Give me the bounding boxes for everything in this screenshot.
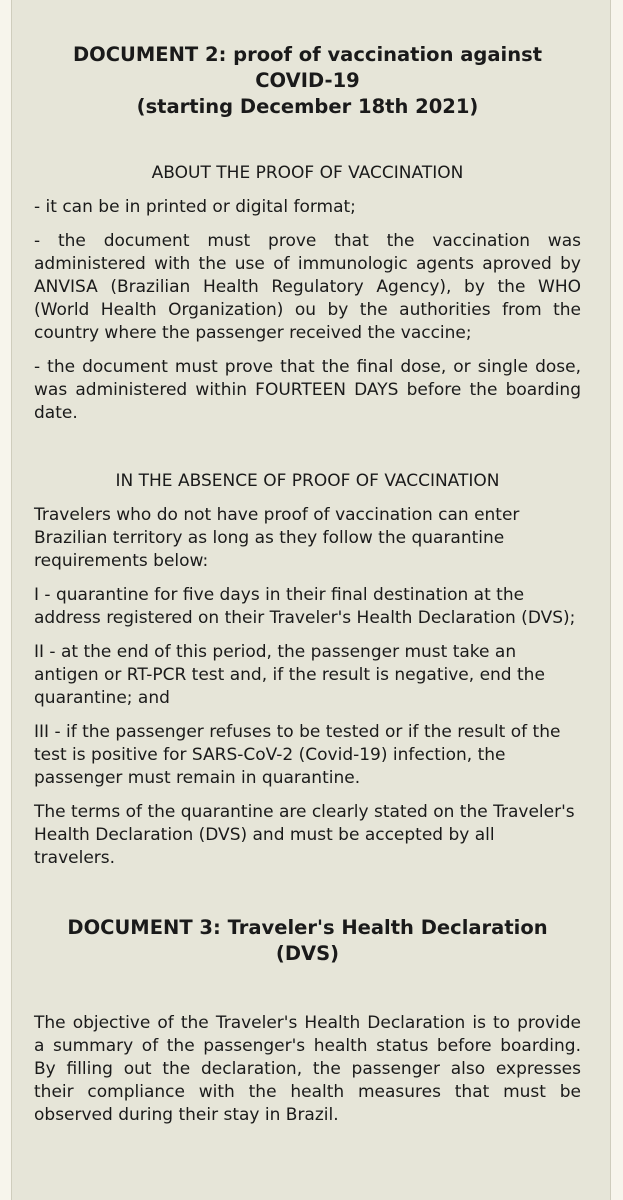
document-2-title-line3: (starting December 18th 2021) bbox=[136, 95, 479, 118]
proof-format-bullet: - it can be in printed or digital format; bbox=[34, 197, 356, 217]
document-3-title bbox=[34, 915, 581, 967]
document-3-title-line2: (DVS) bbox=[275, 942, 340, 965]
quarantine-requirement-3: III - if the passenger refuses to be tested or if the result of the test is positive for SARS-CoV-2 (Covid-19) infection, the passenger must remain in quarantine. bbox=[34, 722, 561, 788]
absence-intro-text: Travelers who do not have proof of vaccination can enter Brazilian territory as long as they follow the quarantine requirements below: bbox=[34, 505, 520, 571]
about-proof-heading: ABOUT THE PROOF OF VACCINATION bbox=[151, 163, 464, 183]
proof-agents-bullet: - the document must prove that the vaccination was administered with the use of immunologic agents aproved by ANVISA (Brazilian Health Regulatory Agency), by the WHO (World Health Organization) ou by the authorities from the country where the passenger received the vaccine; bbox=[34, 231, 581, 343]
document-2-title-line2: COVID-19 bbox=[255, 69, 360, 92]
quarantine-requirement-2: II - at the end of this period, the passenger must take an antigen or RT-PCR test and, if the result is negative, end the quarantine; and bbox=[34, 642, 545, 708]
document-3-title-line1: DOCUMENT 3: Traveler's Health Declaration bbox=[67, 916, 548, 939]
proof-timing-bullet: - the document must prove that the final dose, or single dose, was administered within FOURTEEN DAYS before the boarding date. bbox=[34, 357, 581, 423]
document-content bbox=[34, 42, 581, 1127]
quarantine-requirement-1: I - quarantine for five days in their final destination at the address registered on their Traveler's Health Declaration (DVS); bbox=[34, 585, 576, 628]
absence-proof-heading: IN THE ABSENCE OF PROOF OF VACCINATION bbox=[115, 471, 500, 491]
quarantine-terms-text: The terms of the quarantine are clearly stated on the Traveler's Health Declaration (DVS) and must be accepted by all travelers. bbox=[34, 802, 575, 868]
dvs-objective-text: The objective of the Traveler's Health Declaration is to provide a summary of the passenger's health status before boarding. By filling out the declaration, the passenger also expresses their compliance with the health measures that must be observed during their stay in Brazil. bbox=[34, 1013, 581, 1125]
document-2-title-line1: DOCUMENT 2: proof of vaccination against bbox=[72, 43, 543, 66]
document-2-title bbox=[34, 42, 581, 120]
document-page bbox=[11, 0, 611, 1200]
